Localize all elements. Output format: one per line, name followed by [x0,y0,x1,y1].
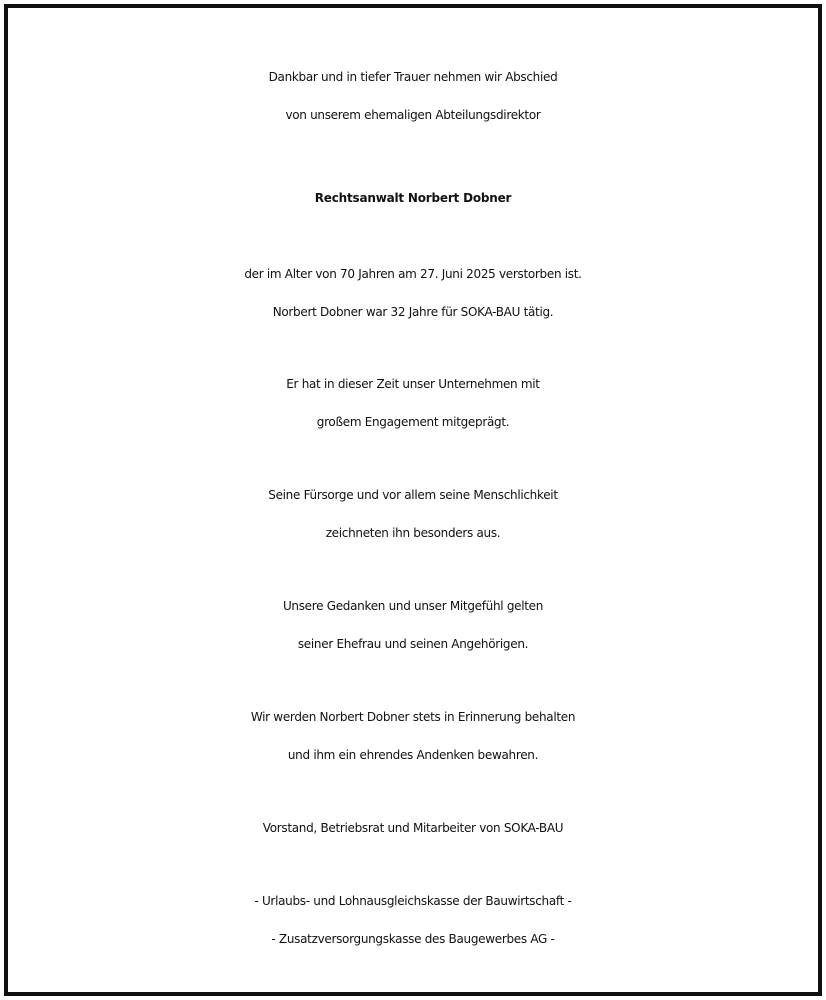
memory-line-2: und ihm ein ehrendes Andenken bewahren. [287,748,539,762]
deceased-name: Rechtsanwalt Norbert Dobner [314,191,512,205]
signatories: Vorstand, Betriebsrat und Mitarbeiter von SOKA-BAU [262,821,564,835]
death-line-1: der im Alter von 70 Jahren am 27. Juni 2025 verstorben ist. [244,267,582,281]
intro-line-1: Dankbar und in tiefer Trauer nehmen wir Abschied [268,70,558,84]
thoughts-line-2: seiner Ehefrau und seinen Angehörigen. [297,637,529,651]
care-line-2: zeichneten ihn besonders aus. [325,526,501,540]
death-line-2: Norbert Dobner war 32 Jahre für SOKA-BAU tätig. [272,305,554,319]
organization-line-2: - Zusatzversorgungskasse des Baugewerbes AG - [271,932,555,946]
intro-line-2: von unserem ehemaligen Abteilungsdirektor [285,108,541,122]
organization-line-1: - Urlaubs- und Lohnausgleichskasse der Bauwirtschaft - [254,894,572,908]
thoughts-line-1: Unsere Gedanken und unser Mitgefühl gelten [282,599,544,613]
care-line-1: Seine Fürsorge und vor allem seine Menschlichkeit [268,488,558,502]
engagement-line-1: Er hat in dieser Zeit unser Unternehmen mit [286,377,540,391]
engagement-line-2: großem Engagement mitgeprägt. [316,415,510,429]
memory-line-1: Wir werden Norbert Dobner stets in Erinnerung behalten [250,710,576,724]
